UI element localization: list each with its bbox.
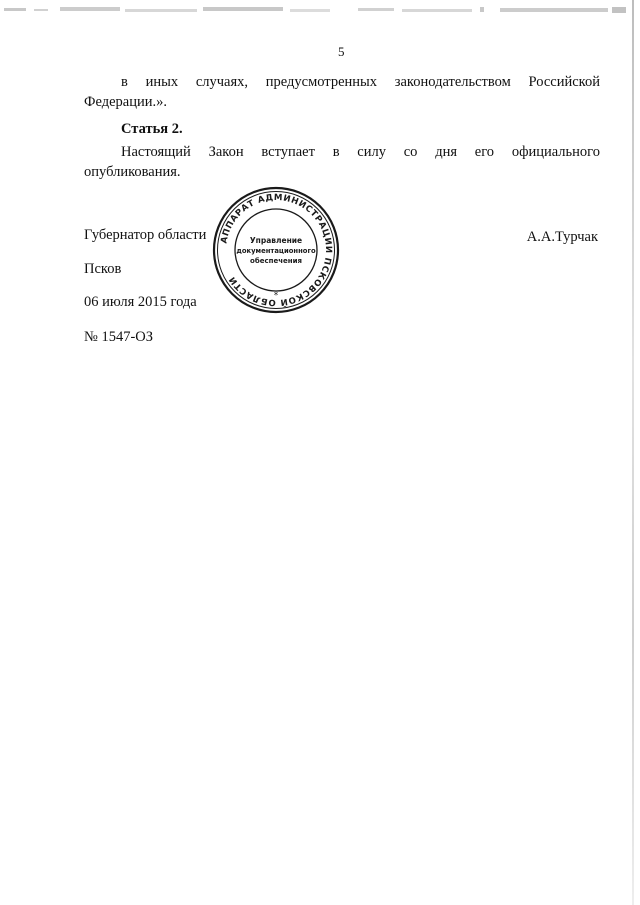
official-seal [212,186,340,314]
article-heading: Статья 2. [121,121,183,137]
signer-name: А.А.Турчак [526,229,598,245]
paragraph-1-line-1: в иных случаях, предусмотренных законодательством Российской [121,74,600,90]
paragraph-1-line-2: Федерации.». [84,94,167,110]
governor-title: Губернатор области [84,227,207,243]
page-number: 5 [338,44,345,59]
seal-center-line-2: документационного [236,247,316,255]
seal-star-icon: * [273,291,279,301]
seal-outer-text: АППАРАТ АДМИНИСТРАЦИИ ПСКОВСКОЙ ОБЛАСТИ [219,192,334,308]
paragraph-1 [84,72,600,112]
law-number: № 1547-ОЗ [84,329,154,345]
paragraph-2-line-1: Настоящий Закон вступает в силу со дня его официального [121,144,600,160]
seal-center-line-3: обеспечения [250,257,302,265]
signing-date: 06 июля 2015 года [84,294,197,310]
paragraph-2 [84,142,600,182]
signing-city: Псков [84,261,122,277]
seal-center-line-1: Управление [249,236,303,245]
scan-edge [632,0,634,905]
paragraph-2-line-2: опубликования. [84,164,181,180]
scan-noise-header [0,4,640,18]
